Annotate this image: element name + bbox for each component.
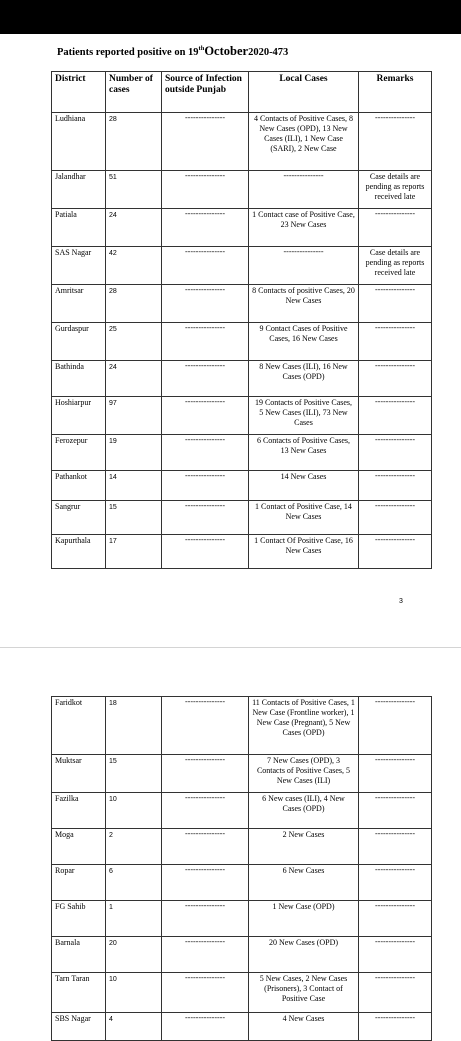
local-cases-cell: 7 New Cases (OPD), 3 Contacts of Positive Cases, 5 New Cases (ILI) <box>249 755 359 793</box>
remarks-cell: --------------- <box>359 501 432 535</box>
table-row <box>52 1013 432 1041</box>
table-row <box>52 171 432 209</box>
local-cases-cell: 4 Contacts of Positive Cases, 8 New Cases (OPD), 13 New Cases (ILI), 1 New Case (SARI), 2 New Case <box>249 113 359 171</box>
district-cell: Faridkot <box>52 697 106 755</box>
header-remarks: Remarks <box>359 72 432 113</box>
header-source-of-infection: Source of Infection outside Punjab <box>162 72 249 113</box>
table-row <box>52 247 432 285</box>
local-cases-cell: --------------- <box>249 247 359 285</box>
source-cell: --------------- <box>162 501 249 535</box>
table-row <box>52 865 432 901</box>
district-cell: SBS Nagar <box>52 1013 106 1041</box>
local-cases-cell: 2 New Cases <box>249 829 359 865</box>
table-row <box>52 973 432 1013</box>
district-cell: Sangrur <box>52 501 106 535</box>
source-cell: --------------- <box>162 209 249 247</box>
local-cases-cell: 6 New Cases <box>249 865 359 901</box>
remarks-cell: --------------- <box>359 361 432 397</box>
remarks-cell: --------------- <box>359 471 432 501</box>
cases-count-cell: 25 <box>106 323 162 361</box>
cases-count-cell: 18 <box>106 697 162 755</box>
local-cases-cell: 6 Contacts of Positive Cases, 13 New Cases <box>249 435 359 471</box>
table-row <box>52 397 432 435</box>
cases-count-cell: 4 <box>106 1013 162 1041</box>
remarks-cell: --------------- <box>359 397 432 435</box>
local-cases-cell: 9 Contact Cases of Positive Cases, 16 New Cases <box>249 323 359 361</box>
table-row <box>52 501 432 535</box>
source-cell: --------------- <box>162 755 249 793</box>
remarks-cell: --------------- <box>359 535 432 569</box>
cases-count-cell: 15 <box>106 501 162 535</box>
local-cases-cell: --------------- <box>249 171 359 209</box>
source-cell: --------------- <box>162 113 249 171</box>
remarks-cell: --------------- <box>359 697 432 755</box>
remarks-cell: --------------- <box>359 113 432 171</box>
source-cell: --------------- <box>162 397 249 435</box>
table-row <box>52 285 432 323</box>
remarks-cell: Case details are pending as reports received late <box>359 171 432 209</box>
cases-count-cell: 24 <box>106 209 162 247</box>
source-cell: --------------- <box>162 937 249 973</box>
remarks-cell: --------------- <box>359 435 432 471</box>
local-cases-cell: 6 New cases (ILI), 4 New Cases (OPD) <box>249 793 359 829</box>
remarks-cell: --------------- <box>359 793 432 829</box>
cases-count-cell: 28 <box>106 285 162 323</box>
source-cell: --------------- <box>162 697 249 755</box>
local-cases-cell: 19 Contacts of Positive Cases, 5 New Cases (ILI), 73 New Cases <box>249 397 359 435</box>
table-row <box>52 755 432 793</box>
table-row <box>52 435 432 471</box>
remarks-cell: --------------- <box>359 285 432 323</box>
district-cell: Tarn Taran <box>52 973 106 1013</box>
district-cell: Bathinda <box>52 361 106 397</box>
table-row <box>52 471 432 501</box>
district-cell: Hoshiarpur <box>52 397 106 435</box>
source-cell: --------------- <box>162 1013 249 1041</box>
local-cases-cell: 1 Contact case of Positive Case, 23 New Cases <box>249 209 359 247</box>
district-cell: Gurdaspur <box>52 323 106 361</box>
district-cell: Amritsar <box>52 285 106 323</box>
remarks-cell: --------------- <box>359 937 432 973</box>
local-cases-cell: 4 New Cases <box>249 1013 359 1041</box>
table-row <box>52 323 432 361</box>
remarks-cell: --------------- <box>359 901 432 937</box>
remarks-cell: --------------- <box>359 1013 432 1041</box>
district-cell: Kapurthala <box>52 535 106 569</box>
cases-count-cell: 24 <box>106 361 162 397</box>
local-cases-cell: 5 New Cases, 2 New Cases (Prisoners), 3 Contact of Positive Case <box>249 973 359 1013</box>
table-row <box>52 829 432 865</box>
table-row <box>52 535 432 569</box>
header-local-cases: Local Cases <box>249 72 359 113</box>
table-row <box>52 209 432 247</box>
local-cases-cell: 1 Contact of Positive Case, 14 New Cases <box>249 501 359 535</box>
cases-count-cell: 15 <box>106 755 162 793</box>
page-divider <box>0 647 461 648</box>
source-cell: --------------- <box>162 435 249 471</box>
source-cell: --------------- <box>162 323 249 361</box>
district-cell: Moga <box>52 829 106 865</box>
local-cases-cell: 8 New Cases (ILI), 16 New Cases (OPD) <box>249 361 359 397</box>
remarks-cell: --------------- <box>359 755 432 793</box>
local-cases-cell: 20 New Cases (OPD) <box>249 937 359 973</box>
district-cell: Ropar <box>52 865 106 901</box>
table-row <box>52 697 432 755</box>
remarks-cell: --------------- <box>359 829 432 865</box>
district-cell: SAS Nagar <box>52 247 106 285</box>
source-cell: --------------- <box>162 901 249 937</box>
local-cases-cell: 1 New Case (OPD) <box>249 901 359 937</box>
page-title: Patients reported positive on 19thOctober2020-473 <box>57 44 289 58</box>
district-cell: FG Sahib <box>52 901 106 937</box>
table-row <box>52 113 432 171</box>
district-cell: Ludhiana <box>52 113 106 171</box>
remarks-cell: --------------- <box>359 323 432 361</box>
cases-count-cell: 2 <box>106 829 162 865</box>
table-row <box>52 793 432 829</box>
district-cell: Ferozepur <box>52 435 106 471</box>
header-number-of-cases: Number of cases <box>106 72 162 113</box>
page-number: 3 <box>399 598 403 605</box>
local-cases-cell: 14 New Cases <box>249 471 359 501</box>
district-cell: Patiala <box>52 209 106 247</box>
local-cases-cell: 8 Contacts of positive Cases, 20 New Cases <box>249 285 359 323</box>
top-status-bar <box>0 0 461 34</box>
remarks-cell: --------------- <box>359 973 432 1013</box>
cases-count-cell: 28 <box>106 113 162 171</box>
remarks-cell: --------------- <box>359 209 432 247</box>
cases-count-cell: 51 <box>106 171 162 209</box>
table-row <box>52 901 432 937</box>
district-cell: Barnala <box>52 937 106 973</box>
cases-count-cell: 14 <box>106 471 162 501</box>
source-cell: --------------- <box>162 171 249 209</box>
source-cell: --------------- <box>162 535 249 569</box>
local-cases-cell: 1 Contact Of Positive Case, 16 New Cases <box>249 535 359 569</box>
table-row <box>52 937 432 973</box>
cases-count-cell: 97 <box>106 397 162 435</box>
cases-count-cell: 17 <box>106 535 162 569</box>
cases-count-cell: 42 <box>106 247 162 285</box>
source-cell: --------------- <box>162 361 249 397</box>
cases-count-cell: 10 <box>106 793 162 829</box>
cases-count-cell: 19 <box>106 435 162 471</box>
cases-count-cell: 6 <box>106 865 162 901</box>
source-cell: --------------- <box>162 865 249 901</box>
source-cell: --------------- <box>162 793 249 829</box>
source-cell: --------------- <box>162 285 249 323</box>
district-cell: Pathankot <box>52 471 106 501</box>
source-cell: --------------- <box>162 973 249 1013</box>
table-row <box>52 361 432 397</box>
remarks-cell: Case details are pending as reports received late <box>359 247 432 285</box>
header-district: District <box>52 72 106 113</box>
cases-count-cell: 1 <box>106 901 162 937</box>
cases-table-page-1 <box>51 71 432 569</box>
remarks-cell: --------------- <box>359 865 432 901</box>
cases-table-page-2 <box>51 696 432 1041</box>
district-cell: Jalandhar <box>52 171 106 209</box>
cases-count-cell: 20 <box>106 937 162 973</box>
district-cell: Muktsar <box>52 755 106 793</box>
source-cell: --------------- <box>162 829 249 865</box>
source-cell: --------------- <box>162 471 249 501</box>
local-cases-cell: 11 Contacts of Positive Cases, 1 New Case (Frontline worker), 1 New Case (Pregnant), 5 New Cases (OPD) <box>249 697 359 755</box>
source-cell: --------------- <box>162 247 249 285</box>
cases-count-cell: 10 <box>106 973 162 1013</box>
district-cell: Fazilka <box>52 793 106 829</box>
